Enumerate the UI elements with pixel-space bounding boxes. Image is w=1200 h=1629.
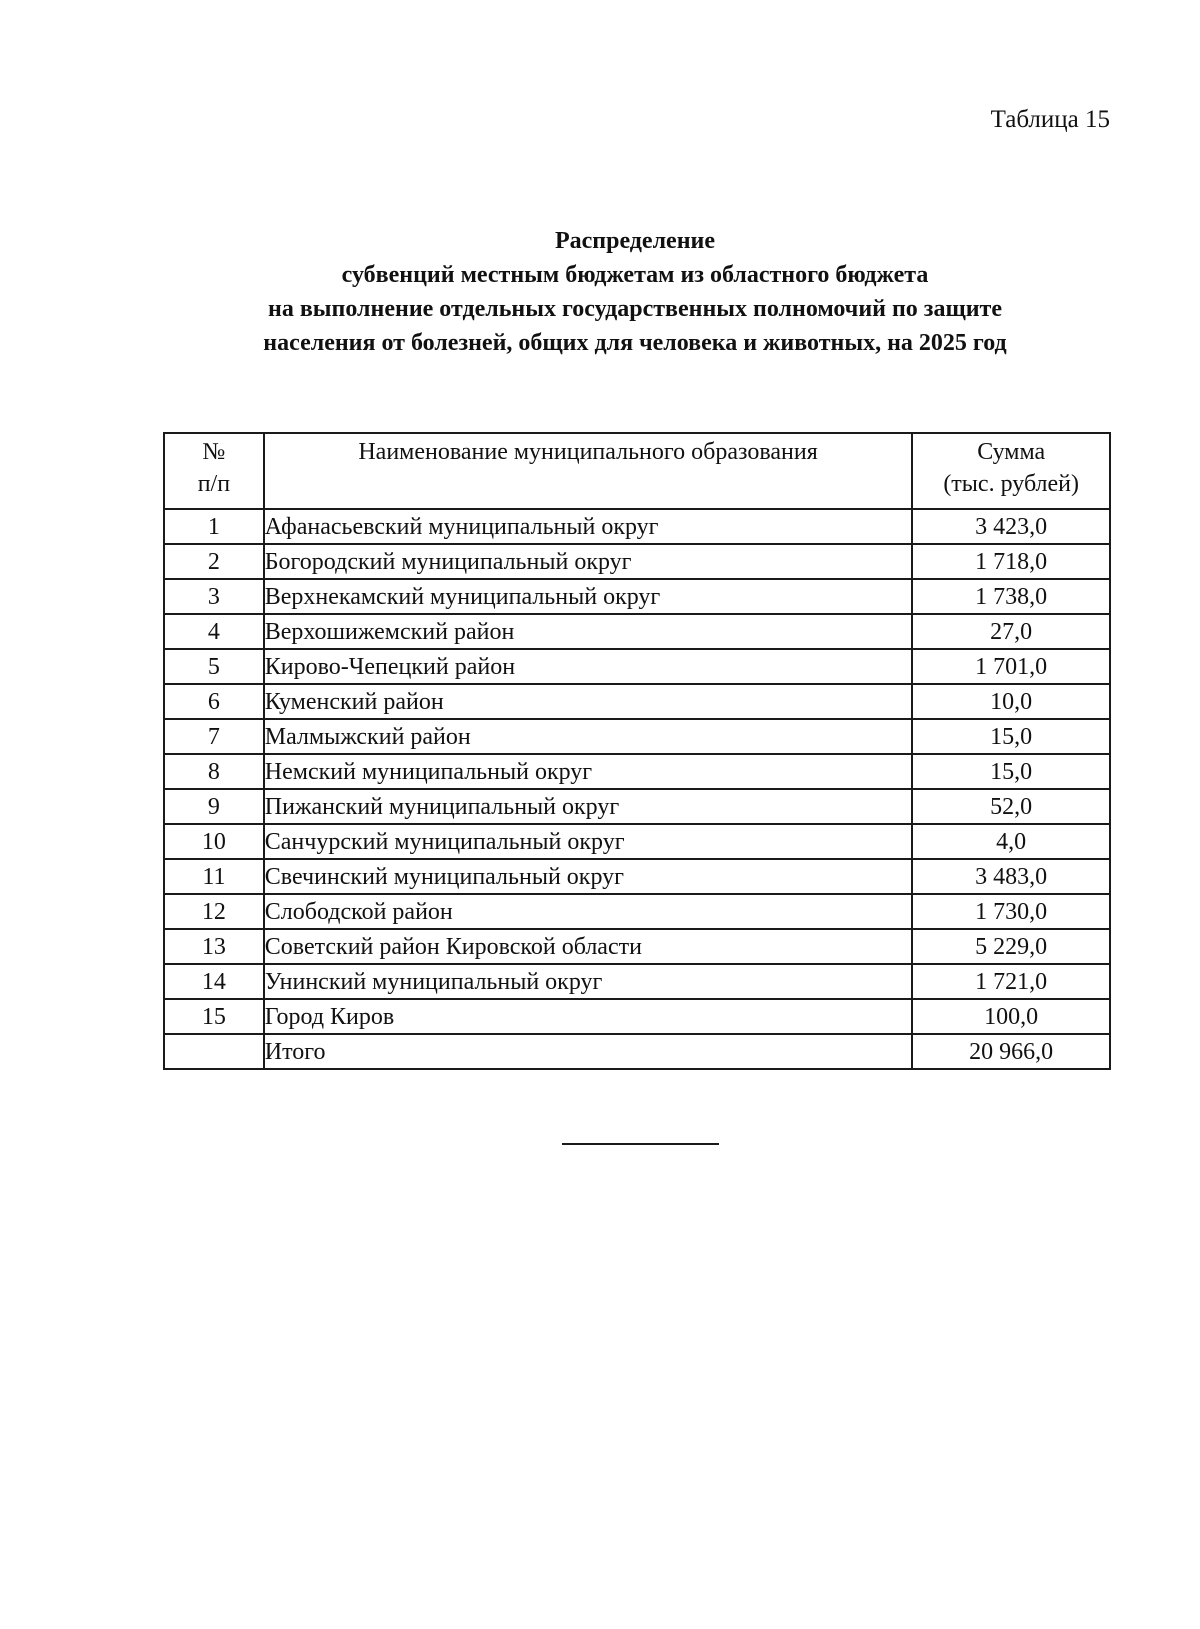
row-name: Афанасьевский муниципальный округ [264,509,913,544]
row-name: Советский район Кировской области [264,929,913,964]
title-line: субвенций местным бюджетам из областного бюджета [341,262,929,288]
end-of-table-rule [562,1143,719,1145]
header-sum-line: Сумма [977,439,1046,465]
row-sum: 100,0 [912,999,1110,1034]
total-number-cell [164,1034,264,1069]
row-sum: 10,0 [912,684,1110,719]
table-row [164,894,1110,929]
row-name: Кирово-Чепецкий район [264,649,913,684]
table-row [164,544,1110,579]
table-row [164,859,1110,894]
row-number: 5 [164,649,264,684]
table-row [164,964,1110,999]
row-sum: 5 229,0 [912,929,1110,964]
row-number: 4 [164,614,264,649]
row-number: 10 [164,824,264,859]
table-row [164,509,1110,544]
row-sum: 1 730,0 [912,894,1110,929]
table-header-row [164,433,1110,509]
table-row [164,684,1110,719]
row-number: 15 [164,999,264,1034]
title-line: Распределение [554,228,716,254]
table-total-row [164,1034,1110,1069]
total-sum: 20 966,0 [912,1034,1110,1069]
table-number: Таблица 15 [990,106,1110,133]
row-sum: 1 738,0 [912,579,1110,614]
table-row [164,929,1110,964]
row-name: Унинский муниципальный округ [264,964,913,999]
header-sum-line: (тыс. рублей) [943,471,1080,497]
table-row [164,614,1110,649]
row-number: 1 [164,509,264,544]
row-number: 3 [164,579,264,614]
table-row [164,999,1110,1034]
row-name: Город Киров [264,999,913,1034]
row-number: 14 [164,964,264,999]
document-title [150,224,1120,360]
row-number: 6 [164,684,264,719]
row-number: 12 [164,894,264,929]
row-name: Санчурский муниципальный округ [264,824,913,859]
row-name: Немский муниципальный округ [264,754,913,789]
row-sum: 52,0 [912,789,1110,824]
table-row [164,649,1110,684]
row-number: 8 [164,754,264,789]
header-number [164,433,264,509]
row-name: Верхошижемский район [264,614,913,649]
table-row [164,824,1110,859]
row-name: Верхнекамский муниципальный округ [264,579,913,614]
table-row [164,789,1110,824]
row-sum: 1 718,0 [912,544,1110,579]
row-sum: 1 721,0 [912,964,1110,999]
table-row [164,719,1110,754]
row-sum: 27,0 [912,614,1110,649]
row-name: Куменский район [264,684,913,719]
allocation-table [163,432,1111,1070]
row-sum: 3 423,0 [912,509,1110,544]
header-name: Наименование муниципального образования [264,433,913,509]
row-sum: 1 701,0 [912,649,1110,684]
title-line: на выполнение отдельных государственных полномочий по защите [268,296,1002,322]
row-sum: 15,0 [912,754,1110,789]
row-sum: 15,0 [912,719,1110,754]
row-number: 13 [164,929,264,964]
row-sum: 3 483,0 [912,859,1110,894]
row-name: Богородский муниципальный округ [264,544,913,579]
table-row [164,579,1110,614]
row-number: 2 [164,544,264,579]
header-number-line: № [202,439,226,465]
table-row [164,754,1110,789]
title-line: населения от болезней, общих для человека и животных, на 2025 год [263,330,1007,356]
row-number: 11 [164,859,264,894]
row-name: Малмыжский район [264,719,913,754]
row-name: Свечинский муниципальный округ [264,859,913,894]
row-number: 9 [164,789,264,824]
header-number-line: п/п [197,471,231,497]
row-sum: 4,0 [912,824,1110,859]
row-number: 7 [164,719,264,754]
total-label: Итого [264,1034,913,1069]
header-sum [912,433,1110,509]
row-name: Слободской район [264,894,913,929]
row-name: Пижанский муниципальный округ [264,789,913,824]
